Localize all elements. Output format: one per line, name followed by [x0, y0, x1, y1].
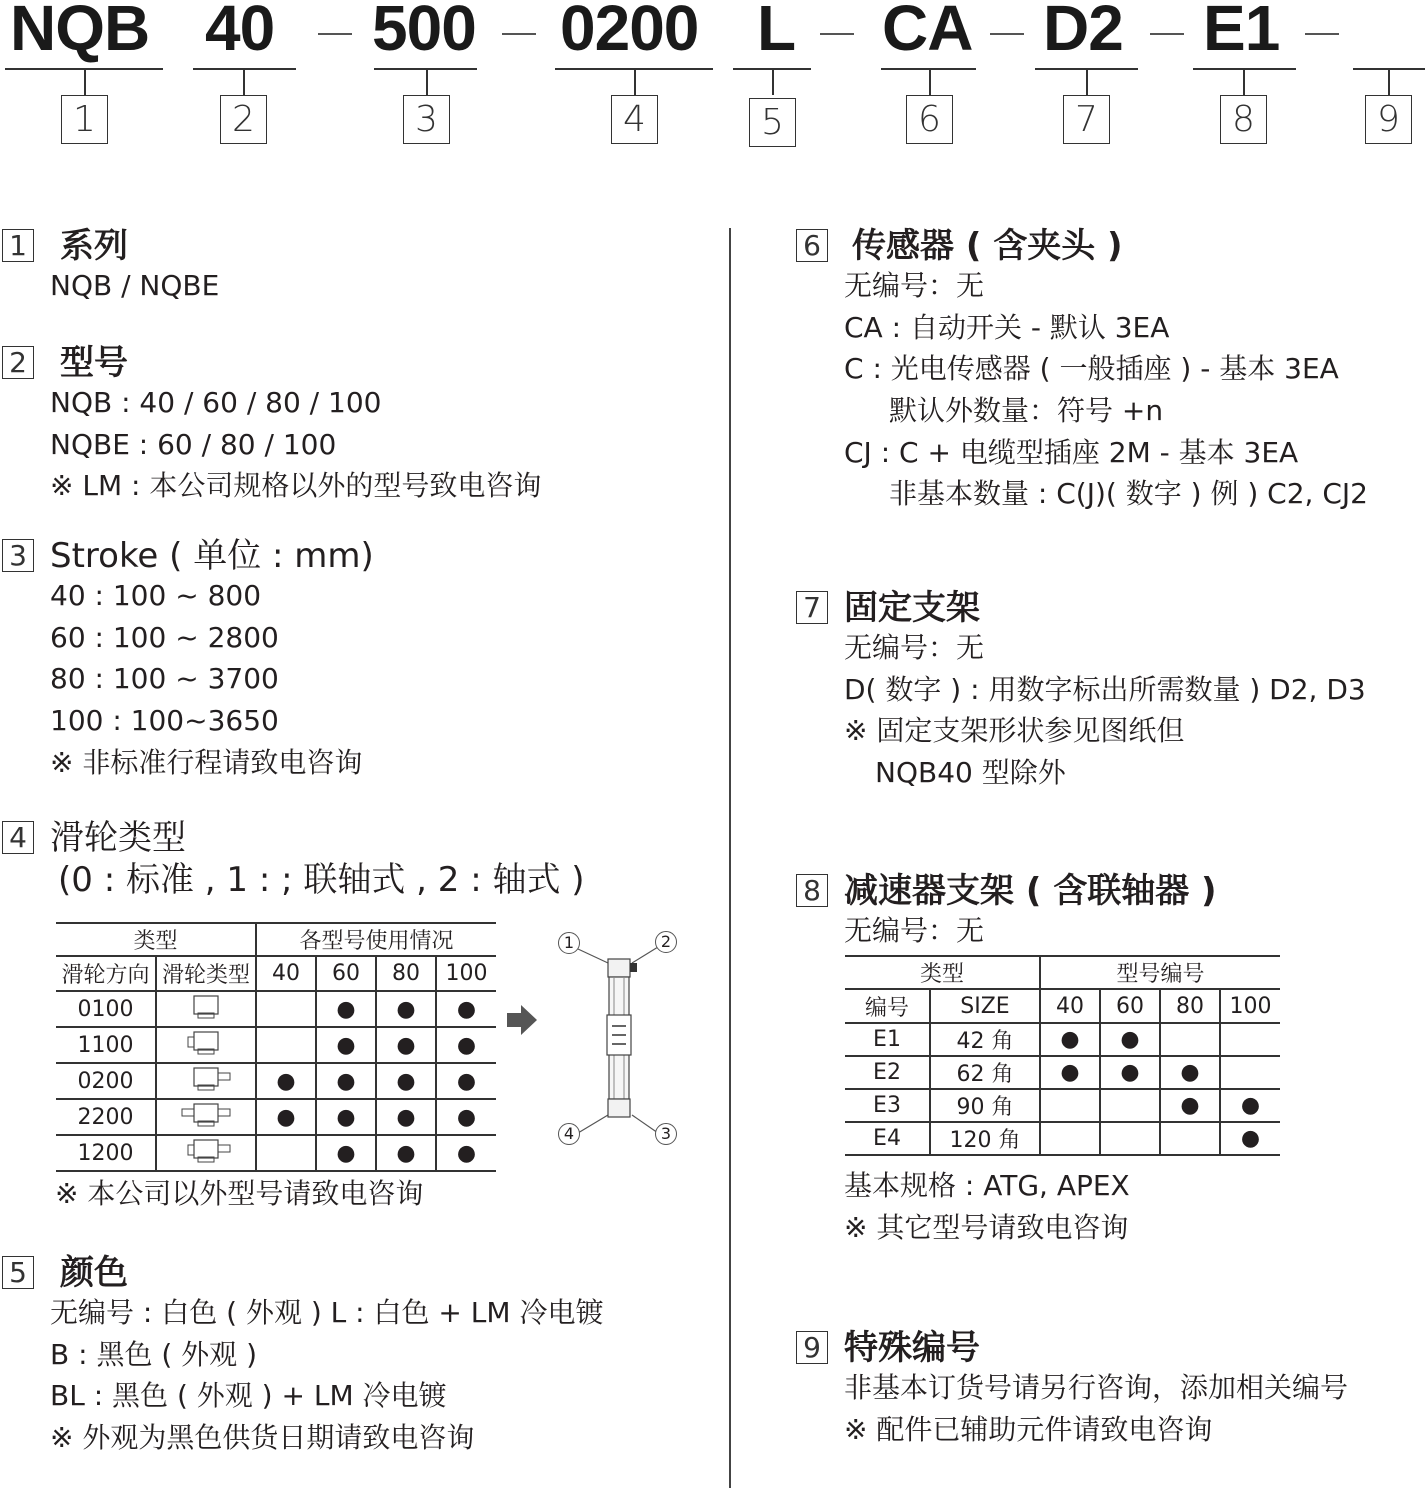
code-leader — [929, 69, 931, 95]
table-header-code: 编号 — [845, 989, 930, 1023]
section-title: 型号 — [60, 343, 128, 383]
table-row — [845, 1122, 1280, 1155]
usage-mark — [1220, 1023, 1280, 1056]
code-separator — [1305, 33, 1339, 35]
usage-mark: ● — [256, 1063, 316, 1099]
section-line: 无编号 : 白色 ( 外观 ) L : 白色 + LM 冷电镀 — [50, 1296, 604, 1329]
pulley-diagram-icon — [156, 1063, 256, 1099]
table-row — [845, 1023, 1280, 1056]
section-note: ※ 本公司以外型号请致电咨询 — [55, 1177, 424, 1210]
table-row — [845, 1089, 1280, 1122]
pulley-diagram-icon — [156, 1099, 256, 1135]
table-row — [845, 1056, 1280, 1089]
table-header-size-label: SIZE — [930, 989, 1040, 1023]
row-size: 42 角 — [930, 1023, 1040, 1056]
section-line: 80 : 100 ~ 3700 — [50, 662, 279, 695]
section-number-box: 8 — [796, 874, 828, 907]
usage-mark: ● — [1100, 1056, 1160, 1089]
row-size: 120 角 — [930, 1122, 1040, 1155]
code-index-box: 6 — [906, 95, 953, 144]
usage-mark: ● — [376, 1027, 436, 1063]
code-part-reducer: E1 — [1203, 0, 1280, 64]
section-line: ※ 外观为黑色供货日期请致电咨询 — [50, 1421, 475, 1454]
section-line: ※ 其它型号请致电咨询 — [844, 1211, 1129, 1244]
table-row — [56, 1063, 496, 1099]
code-leader — [1388, 69, 1390, 95]
section-title: 滑轮类型 — [50, 818, 186, 858]
section-number-box: 9 — [796, 1331, 828, 1364]
row-code: E1 — [845, 1023, 930, 1056]
table-header-size: 80 — [376, 956, 436, 991]
usage-mark: ● — [1220, 1122, 1280, 1155]
code-part-model: 40 — [205, 0, 275, 64]
section-line: NQBE : 60 / 80 / 100 — [50, 428, 337, 461]
diagram-label-2: 2 — [655, 931, 677, 953]
section-line: 100 : 100~3650 — [50, 704, 279, 737]
usage-mark — [1040, 1089, 1100, 1122]
section-line: ※ LM : 本公司规格以外的型号致电咨询 — [50, 469, 542, 502]
usage-mark: ● — [376, 1135, 436, 1171]
code-index-box: 5 — [749, 98, 796, 147]
section-line: ※ 固定支架形状参见图纸但 — [844, 714, 1185, 747]
usage-mark: ● — [316, 1063, 376, 1099]
table-header-model: 型号编号 — [1040, 956, 1280, 989]
usage-mark — [1160, 1122, 1220, 1155]
section-line: NQB40 型除外 — [875, 756, 1066, 789]
row-code: E2 — [845, 1056, 930, 1089]
section-title: 固定支架 — [844, 588, 980, 628]
section-line: 无编号：无 — [844, 914, 985, 947]
usage-mark — [1100, 1122, 1160, 1155]
code-index-box: 7 — [1063, 95, 1110, 144]
row-size: 62 角 — [930, 1056, 1040, 1089]
section-line: 非基本订货号请另行咨询，添加相关编号 — [844, 1371, 1349, 1404]
table-header-size: 40 — [1040, 989, 1100, 1023]
section-line: BL : 黑色 ( 外观 ) + LM 冷电镀 — [50, 1379, 447, 1412]
usage-mark: ● — [316, 1027, 376, 1063]
code-index-box: 2 — [220, 95, 267, 144]
usage-mark: ● — [1160, 1089, 1220, 1122]
code-part-series: NQB — [10, 0, 150, 64]
section-number-box: 2 — [2, 346, 34, 379]
usage-mark: ● — [376, 1099, 436, 1135]
code-part-color: L — [757, 0, 796, 64]
section-number-box: 7 — [796, 591, 828, 624]
pulley-diagram-icon — [156, 991, 256, 1027]
section-title: 传感器 ( 含夹头 ) — [852, 226, 1123, 266]
code-leader — [243, 69, 245, 95]
table-header-direction: 滑轮方向 — [56, 956, 156, 991]
reducer-table — [845, 955, 1280, 1156]
section-line: NQB : 40 / 60 / 80 / 100 — [50, 386, 382, 419]
usage-mark: ● — [436, 1099, 496, 1135]
code-separator — [1150, 33, 1184, 35]
usage-mark — [256, 991, 316, 1027]
usage-mark: ● — [316, 1099, 376, 1135]
code-index-box: 3 — [403, 95, 450, 144]
section-number-box: 6 — [796, 229, 828, 262]
usage-mark: ● — [376, 991, 436, 1027]
usage-mark: ● — [1040, 1023, 1100, 1056]
table-row — [56, 1135, 496, 1171]
section-title: 减速器支架 ( 含联轴器 ) — [844, 871, 1217, 911]
usage-mark — [1220, 1056, 1280, 1089]
section-line: 无编号：无 — [844, 631, 985, 664]
code-part-sensor: CA — [882, 0, 973, 64]
usage-mark: ● — [1040, 1056, 1100, 1089]
row-code: 0200 — [56, 1063, 156, 1099]
table-row — [56, 991, 496, 1027]
column-divider — [729, 228, 731, 1488]
table-header-size: 100 — [1220, 989, 1280, 1023]
usage-mark: ● — [376, 1063, 436, 1099]
row-size: 90 角 — [930, 1089, 1040, 1122]
usage-mark: ● — [316, 1135, 376, 1171]
code-part-bracket: D2 — [1043, 0, 1123, 64]
section-title: 特殊编号 — [844, 1328, 980, 1368]
row-code: 2200 — [56, 1099, 156, 1135]
section-line: C : 光电传感器 ( 一般插座 ) - 基本 3EA — [844, 352, 1339, 385]
usage-mark: ● — [436, 991, 496, 1027]
pulley-direction-diagram — [550, 925, 690, 1155]
code-leader — [426, 69, 428, 95]
section-line: 无编号：无 — [844, 269, 985, 302]
code-leader — [1243, 69, 1245, 95]
diagram-label-3: 3 — [655, 1123, 677, 1145]
section-line: 默认外数量：符号 +n — [889, 394, 1164, 427]
table-header-size: 80 — [1160, 989, 1220, 1023]
code-leader — [1086, 69, 1088, 95]
section-line: ※ 非标准行程请致电咨询 — [50, 746, 363, 779]
usage-mark — [1160, 1023, 1220, 1056]
section-subtitle: (0 : 标准 , 1 : ; 联轴式 , 2 : 轴式 ) — [58, 860, 585, 900]
table-header-size: 60 — [1100, 989, 1160, 1023]
pulley-diagram-icon — [156, 1135, 256, 1171]
usage-mark: ● — [1100, 1023, 1160, 1056]
right-arrow-icon — [505, 1003, 539, 1037]
section-title: 系列 — [60, 226, 128, 266]
code-index-box: 4 — [611, 95, 658, 144]
usage-mark — [256, 1027, 316, 1063]
usage-mark: ● — [1160, 1056, 1220, 1089]
code-part-stroke: 500 — [372, 0, 476, 64]
table-header-size: 60 — [316, 956, 376, 991]
table-header-usage: 各型号使用情况 — [256, 923, 496, 956]
code-leader — [772, 69, 774, 95]
section-line: B : 黑色 ( 外观 ) — [50, 1338, 257, 1371]
table-header-kind: 滑轮类型 — [156, 956, 256, 991]
usage-mark: ● — [1220, 1089, 1280, 1122]
row-code: E4 — [845, 1122, 930, 1155]
table-header-type: 类型 — [845, 956, 1040, 989]
code-separator — [820, 33, 854, 35]
table-header-size: 40 — [256, 956, 316, 991]
section-number-box: 4 — [2, 821, 34, 854]
usage-mark — [1100, 1089, 1160, 1122]
row-code: 1200 — [56, 1135, 156, 1171]
table-header-size: 100 — [436, 956, 496, 991]
usage-mark: ● — [256, 1099, 316, 1135]
usage-mark: ● — [316, 991, 376, 1027]
pulley-diagram-icon — [156, 1027, 256, 1063]
usage-mark: ● — [436, 1135, 496, 1171]
row-code: 1100 — [56, 1027, 156, 1063]
code-leader — [634, 69, 636, 95]
section-number-box: 1 — [2, 229, 34, 262]
section-title: 颜色 — [60, 1253, 128, 1293]
code-index-box: 1 — [61, 95, 108, 144]
section-line: 基本规格 : ATG, APEX — [844, 1169, 1130, 1202]
code-separator — [318, 33, 352, 35]
section-title: Stroke ( 单位 : mm) — [50, 536, 374, 576]
section-line: 60 : 100 ~ 2800 — [50, 621, 279, 654]
section-number-box: 5 — [2, 1256, 34, 1289]
section-line: ※ 配件已辅助元件请致电咨询 — [844, 1413, 1213, 1446]
row-code: 0100 — [56, 991, 156, 1027]
section-line: CA : 自动开关 - 默认 3EA — [844, 311, 1170, 344]
code-separator — [990, 33, 1024, 35]
section-line: D( 数字 ) : 用数字标出所需数量 ) D2, D3 — [844, 673, 1366, 706]
section-number-box: 3 — [2, 539, 34, 572]
usage-mark — [1040, 1122, 1100, 1155]
code-index-box: 8 — [1220, 95, 1267, 144]
section-line: 非基本数量 : C(J)( 数字 ) 例 ) C2, CJ2 — [889, 477, 1368, 510]
table-row — [56, 1027, 496, 1063]
code-separator — [502, 33, 536, 35]
row-code: E3 — [845, 1089, 930, 1122]
diagram-label-1: 1 — [558, 932, 580, 954]
code-part-pulley: 0200 — [560, 0, 699, 64]
usage-mark: ● — [436, 1063, 496, 1099]
usage-mark: ● — [436, 1027, 496, 1063]
code-index-box: 9 — [1365, 95, 1412, 144]
pulley-type-table — [56, 922, 496, 1172]
table-row — [56, 1099, 496, 1135]
section-line: CJ : C + 电缆型插座 2M - 基本 3EA — [844, 436, 1299, 469]
section-line: 40 : 100 ~ 800 — [50, 579, 262, 612]
section-line: NQB / NQBE — [50, 269, 220, 302]
usage-mark — [256, 1135, 316, 1171]
code-leader — [84, 69, 86, 95]
diagram-label-4: 4 — [558, 1123, 580, 1145]
table-header-type: 类型 — [56, 923, 256, 956]
